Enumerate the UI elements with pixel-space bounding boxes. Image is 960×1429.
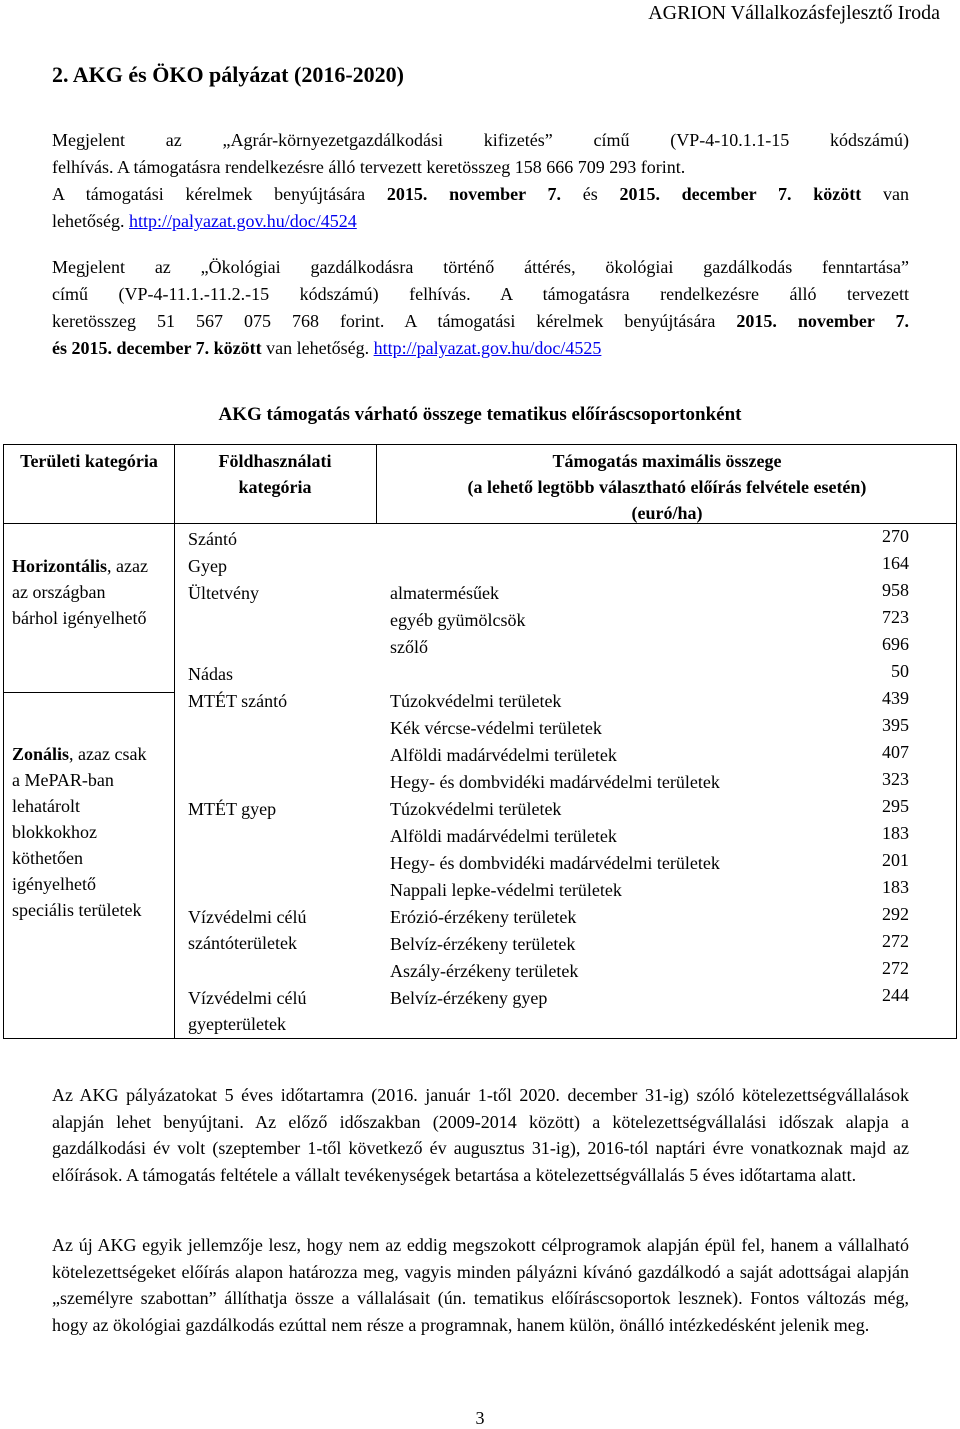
value-row-3: 723: [882, 607, 909, 627]
value-row-6: 439: [882, 688, 909, 708]
value-row-5: 50: [891, 661, 909, 681]
paragraph-akg-call: [52, 127, 909, 235]
p2-line3: keretösszeg 51 567 075 768 forint. A támogatási kérelmek benyújtására 2015. november 7.: [52, 311, 909, 331]
sub-row-3: egyéb gyümölcsök: [390, 610, 526, 630]
paragraph-new-akg: Az új AKG egyik jellemzője lesz, hogy nem az eddig megszokott célprogramok alapján épül fel, hanem a vállalható kötelezettségeket előírás alapon határozza meg, vagyis minden pályázni kívánó gazdálkodó a saját adottságai alapján „személyre szabottan” állíthatja össze a vállalásait (ún. tematikus előíráscsoportok lesznek). Fontos változás még, hogy az ökológiai gazdálkodás ezúttal nem része a programnak, hanem külön, önálló intézkedésként jelenik meg.: [52, 1235, 909, 1335]
p1-line1: Megjelent az „Agrár-környezetgazdálkodási kifizetés” című (VP-4-10.1.1-15 kódszámú): [52, 130, 909, 150]
table-border-left: [3, 444, 4, 1039]
col-sep-1: [174, 444, 175, 1039]
header-tamogatas-unit: (euró/ha): [631, 503, 703, 523]
sub-row-4: szőlő: [390, 637, 428, 657]
sub-row-9: Hegy- és dombvidéki madárvédelmi területek: [390, 772, 720, 792]
value-row-9: 323: [882, 769, 909, 789]
land-vizvedelmi-szanto: Vízvédelmi célú szántóterületek: [188, 907, 307, 953]
category-horizontal: Horizontális, azaz az országban bárhol igényelhető: [12, 556, 148, 628]
header-tamogatas-line2: (a lehető legtöbb választható előírás felvétele esetén): [467, 477, 867, 497]
value-row-10: 295: [882, 796, 909, 816]
table-border-top: [3, 444, 957, 445]
table-border-right: [956, 444, 957, 1039]
p2-line1: Megjelent az „Ökológiai gazdálkodásra történő áttérés, ökológiai gazdálkodás fenntartása”: [52, 257, 909, 277]
link-doc-4524[interactable]: http://palyazat.gov.hu/doc/4524: [128, 211, 357, 231]
akg-support-table: [3, 444, 957, 1039]
value-row-4: 696: [882, 634, 909, 654]
sub-row-15: Belvíz-érzékeny területek: [390, 934, 576, 954]
header-foldhasznalati: Földhasználati kategória: [218, 451, 332, 497]
p1-line4: lehetőség. http://palyazat.gov.hu/doc/4524: [52, 211, 357, 231]
land-mtet-szanto: MTÉT szántó: [188, 691, 288, 711]
p2-line2: című (VP-4-11.1.-11.2.-15 kódszámú) felhívás. A támogatásra rendelkezésre álló tervezett: [52, 284, 909, 304]
section-title: 2. AKG és ÖKO pályázat (2016-2020): [52, 62, 404, 87]
page-number: 3: [475, 1408, 485, 1428]
header-teruleti: Területi kategória: [20, 451, 158, 471]
value-row-0: 270: [882, 526, 909, 546]
sub-row-13: Nappali lepke-védelmi területek: [390, 880, 622, 900]
value-row-8: 407: [882, 742, 909, 762]
value-row-16: 272: [882, 958, 909, 978]
sub-row-2: almatermésűek: [390, 583, 499, 603]
sub-row-8: Alföldi madárvédelmi területek: [390, 745, 617, 765]
header-tamogatas: [377, 448, 957, 526]
value-row-1: 164: [882, 553, 909, 573]
value-row-11: 183: [882, 823, 909, 843]
value-row-15: 272: [882, 931, 909, 951]
category-sep-line: [3, 692, 175, 693]
value-row-7: 395: [882, 715, 909, 735]
p1-line3: A támogatási kérelmek benyújtására 2015. november 7. és 2015. december 7. között van: [52, 184, 909, 204]
land-nadas: Nádas: [188, 664, 233, 684]
sub-row-7: Kék vércse-védelmi területek: [390, 718, 602, 738]
sub-row-12: Hegy- és dombvidéki madárvédelmi területek: [390, 853, 720, 873]
sub-row-16: Aszály-érzékeny területek: [390, 961, 579, 981]
land-gyep: Gyep: [188, 556, 227, 576]
category-zonal: Zonális, azaz csak a MePAR-ban lehatárolt blokkokhoz köthetően igényelhető speciális területek: [12, 744, 147, 920]
p2-line4: és 2015. december 7. között van lehetőség. http://palyazat.gov.hu/doc/4525: [52, 338, 602, 358]
table-border-bottom: [3, 1038, 957, 1039]
value-row-14: 292: [882, 904, 909, 924]
land-vizvedelmi-gyep: Vízvédelmi célú gyepterületek: [188, 988, 307, 1034]
sub-row-14: Erózió-érzékeny területek: [390, 907, 577, 927]
value-row-12: 201: [882, 850, 909, 870]
sub-row-10: Túzokvédelmi területek: [390, 799, 562, 819]
sub-row-11: Alföldi madárvédelmi területek: [390, 826, 617, 846]
paragraph-commitment-period: Az AKG pályázatokat 5 éves időtartamra (2016. január 1-től 2020. december 31-ig) szóló kötelezettségvállalások alapján lehet benyújtani. Az előző időszakban (2009-2014 között) a kötelezettségvállalási időszak alapja a gazdálkodási év volt (szeptember 1-től következő év augusztus 31-ig), 2016-tól naptári évre vonatkoznak majd az előírások. A támogatás feltétele a vállalt tevékenységek betartása a kötelezettségvállalás 5 éves időtartama alatt.: [52, 1085, 909, 1185]
p1-line2: felhívás. A támogatásra rendelkezésre álló tervezett keretösszeg 158 666 709 293 forint.: [52, 157, 686, 177]
value-row-2: 958: [882, 580, 909, 600]
sub-row-6: Túzokvédelmi területek: [390, 691, 562, 711]
link-doc-4525[interactable]: http://palyazat.gov.hu/doc/4525: [373, 338, 602, 358]
land-mtet-gyep: MTÉT gyep: [188, 799, 277, 819]
sub-row-17: Belvíz-érzékeny gyep: [390, 988, 548, 1008]
paragraph-oko-call: [52, 254, 909, 362]
value-row-13: 183: [882, 877, 909, 897]
header-org: AGRION Vállalkozásfejlesztő Iroda: [648, 2, 940, 24]
land-ultetveny: Ültetvény: [188, 583, 259, 603]
header-tamogatas-line1: Támogatás maximális összege: [552, 451, 782, 471]
value-row-17: 244: [882, 985, 909, 1005]
land-szanto: Szántó: [188, 529, 237, 549]
table-title: AKG támogatás várható összege tematikus előíráscsoportonként: [218, 404, 742, 425]
